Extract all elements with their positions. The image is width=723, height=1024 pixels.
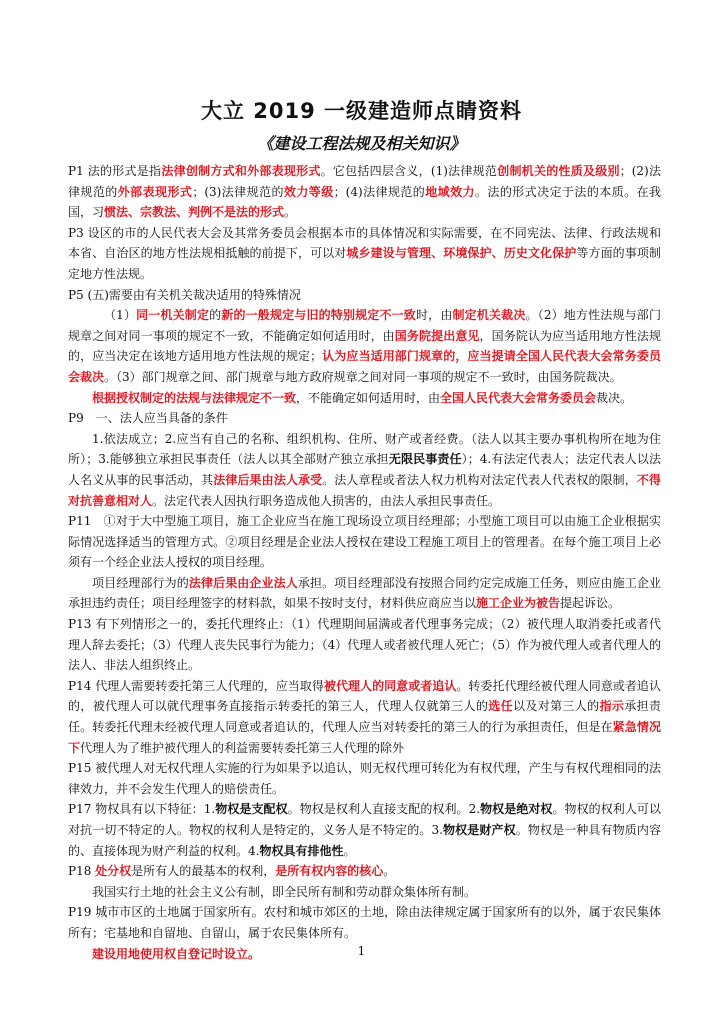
document-title: 大立 2019 一级建造师点睛资料 xyxy=(200,99,523,123)
text: 的 xyxy=(209,308,222,323)
page-number: 1 xyxy=(357,944,366,958)
document-subtitle: 《建设工程法规及相关知识》 xyxy=(257,134,466,153)
highlight: 认为应当适用部门规章的，应当提请全国人民代表大会常务委员会裁决 xyxy=(68,349,661,384)
highlight: 法律创制方式和外部表现形式 xyxy=(161,164,321,178)
text: 。 xyxy=(343,843,356,858)
text: 提起诉讼。 xyxy=(560,596,621,611)
text: 。物权是权利人直接支配的权利。2. xyxy=(287,802,481,817)
text: 。 xyxy=(383,864,396,879)
highlight: 效力等级 xyxy=(283,184,334,199)
highlight: 根据授权制定的法规与法律规定不一致 xyxy=(92,390,297,405)
text: 。法的形式决定于法的本质。在我国，习 xyxy=(68,184,662,220)
text: 1.依法成立；2.应当有自己的名称、组织机构、住所、财产或者经费。（法人以其主要办事机构所在地为住所）；3.能够独立承担民事责任（法人以其全部财产独立承担 xyxy=(68,431,661,467)
text: 。（3）部门规章之间、部门规章与地方政府规章之间对同一事项的规定不一致时，由国务院裁决。 xyxy=(104,369,622,384)
text: ，不能确定如何适用时，由 xyxy=(296,390,441,405)
paragraph-p13: P13 有下列情形之一的，委托代理终止：（1）代理期间届满或者代理事务完成；（2）被代理人取消委托或者代理人辞去委托；（3）代理人丧失民事行为能力；（4）代理人或者被代理人死亡；（5）作为被代理人或者代理人的法人、非法人组织终止。 xyxy=(68,617,661,673)
text: 。物权的权利人可以对抗一切不特定的人。物权的权利人是特定的，义务人是不特定的。3. xyxy=(68,802,661,837)
paragraph-p9 xyxy=(68,429,661,511)
highlight: 创制机关的性质及级别 xyxy=(497,164,620,178)
highlight: 法律后果由法人承受 xyxy=(213,472,323,487)
highlight: 国务院提出意见 xyxy=(394,328,480,343)
text: 等方面的事项制定地方性法规。 xyxy=(68,246,661,281)
paragraph-p9-head: P9 一、法人应当具备的条件 xyxy=(68,411,228,426)
highlight: 外部表现形式 xyxy=(117,184,193,199)
paragraph-p18 xyxy=(68,861,661,882)
bold-text: 物权是支配权 xyxy=(215,802,288,817)
text: 裁决。 xyxy=(596,390,633,405)
bold-text: 无限民事责任 xyxy=(388,452,462,467)
highlight: 建设用地使用权自登记时设立。 xyxy=(92,946,261,961)
text: P1 法的形式是指 xyxy=(68,164,162,178)
text: 承担责任。转委托代理未经被代理人同意或者追认的，代理人应当对转委托的第三人的行为承担责任，但是在 xyxy=(68,699,661,735)
bold-text: 物权是绝对权 xyxy=(480,802,553,817)
text: 代理人为了维护被代理人的利益需要转委托第三人代理的除外 xyxy=(80,740,405,755)
paragraph-p18-land: 我国实行土地的社会主义公有制，即全民所有制和劳动群众集体所有制。 xyxy=(92,884,477,899)
text: ；(3)法律规范的 xyxy=(192,184,284,199)
text: P17 物权具有以下特征：1. xyxy=(68,802,216,817)
highlight: 地域效力 xyxy=(425,184,475,199)
paragraph-p19: P19 城市市区的土地属于国家所有。农村和城市郊区的土地，除由法律规定属于国家所有的以外，属于农民集体所有；宅基地和自留地、自留山，属于农民集体所有。 xyxy=(68,905,661,940)
paragraph-p15: P15 被代理人对无权代理人实施的行为如果予以追认，则无权代理可转化为有权代理，产生与有权代理相同的法律效力，并不会发生代理人的赔偿责任。 xyxy=(68,761,661,796)
text: ；(4)法律规范的 xyxy=(333,184,426,199)
bold-text: 物权具有排他性 xyxy=(259,843,344,858)
highlight: 是所有权内容的核心 xyxy=(275,864,384,879)
paragraph-p5-authorized xyxy=(68,388,661,409)
text: 承担。项目经理部没有按照合同约定完成施工任务，则应由施工企业承担违约责任；项目经理签字的材料款，如果不按时支付，材料供应商应当以 xyxy=(68,575,661,611)
document-body xyxy=(68,161,661,964)
highlight: 全国人民代表大会常务委员会 xyxy=(440,390,597,405)
paragraph-p11-dept xyxy=(68,573,661,614)
text: 。 xyxy=(284,205,297,220)
paragraph-p11: P11 ①对于大中型施工项目，施工企业应当在施工现场设立项目经理部；小型施工项目可以由施工企业根据实际情况选择适当的管理方式。②项目经理是企业法人授权在建设工程施工项目上的管理者。在每个施工项目上必须有一个经企业法人授权的项目经理。 xyxy=(68,514,661,570)
highlight: 被代理人的同意或者追认 xyxy=(323,678,457,693)
text: ；(2)法律规范的 xyxy=(68,164,661,199)
text: 。（2）地方性法规与部门规章之间对同一事项的规定不一致，不能确定如何适用时，由 xyxy=(68,308,661,343)
paragraph-p5 xyxy=(68,305,661,387)
text: 。法人章程或者法人权力机构对法定代表人代表权的限制， xyxy=(322,472,637,487)
paragraph-p5-head: P5 (五)需要由有关机关裁决适用的特殊情况 xyxy=(68,287,301,302)
bold-text: 物权是财产权 xyxy=(442,823,516,837)
highlight: 惯法、宗教法、判例不是法的形式 xyxy=(104,205,285,220)
text: P3 设区的市的人民代表大会及其常务委员会根据本市的具体情况和实际需要，在不同宪法、法律、行政法规和本省、自治区的地方性法规相抵触的前提下，可以对 xyxy=(68,225,661,261)
highlight: 城乡建设与管理、环境保护、历史文化保护 xyxy=(346,246,577,261)
paragraph-p1 xyxy=(68,161,661,223)
highlight: 指示 xyxy=(599,699,625,714)
highlight: 新的一般规定与旧的特别规定不一致 xyxy=(221,308,416,323)
text: 。它包括四层含义，(1)法律规范 xyxy=(320,164,498,178)
text: 是所有人的最基本的权利， xyxy=(131,864,276,879)
highlight: 法律后果由企业法人 xyxy=(188,575,298,590)
text: 。法定代表人因执行职务造成他人损害的，由法人承担民事责任。 xyxy=(152,493,501,508)
text: 时，由 xyxy=(415,308,453,323)
text: 项目经理部行为的 xyxy=(92,575,189,590)
highlight: 紧急情况下 xyxy=(68,720,661,755)
paragraph-p14 xyxy=(68,676,661,758)
text: ）；4.有法定代表人；法定代表人以法人名义从事的民事活动，其 xyxy=(68,452,661,487)
text: P14 代理人需要转委托第三人代理的，应当取得 xyxy=(68,678,324,693)
highlight: 不得对抗善意相对人 xyxy=(68,472,661,508)
highlight: 制定机关裁决 xyxy=(452,308,526,323)
text: 以及对第三人的 xyxy=(512,699,600,714)
highlight: 同一机关制定 xyxy=(136,308,210,323)
text: P18 xyxy=(68,864,96,879)
paragraph-p3 xyxy=(68,223,661,285)
text: （1） xyxy=(104,308,137,323)
highlight: 施工企业为被告 xyxy=(476,596,561,611)
paragraph-p17 xyxy=(68,799,661,861)
highlight: 处分权 xyxy=(95,864,132,879)
text: ，国务院认为应当适用地方性法规的，应当决定在该地方适用地方性法规的规定； xyxy=(68,328,661,364)
text: 。转委托代理经被代理人同意或者追认的，被代理人可以就代理事务直接指示转委托的第三人，代理人仅就第三人的 xyxy=(68,678,661,714)
text: 。物权是一种具有物质内容的、直接体现为财产利益的权利。4. xyxy=(68,823,661,858)
highlight: 选任 xyxy=(488,699,513,714)
